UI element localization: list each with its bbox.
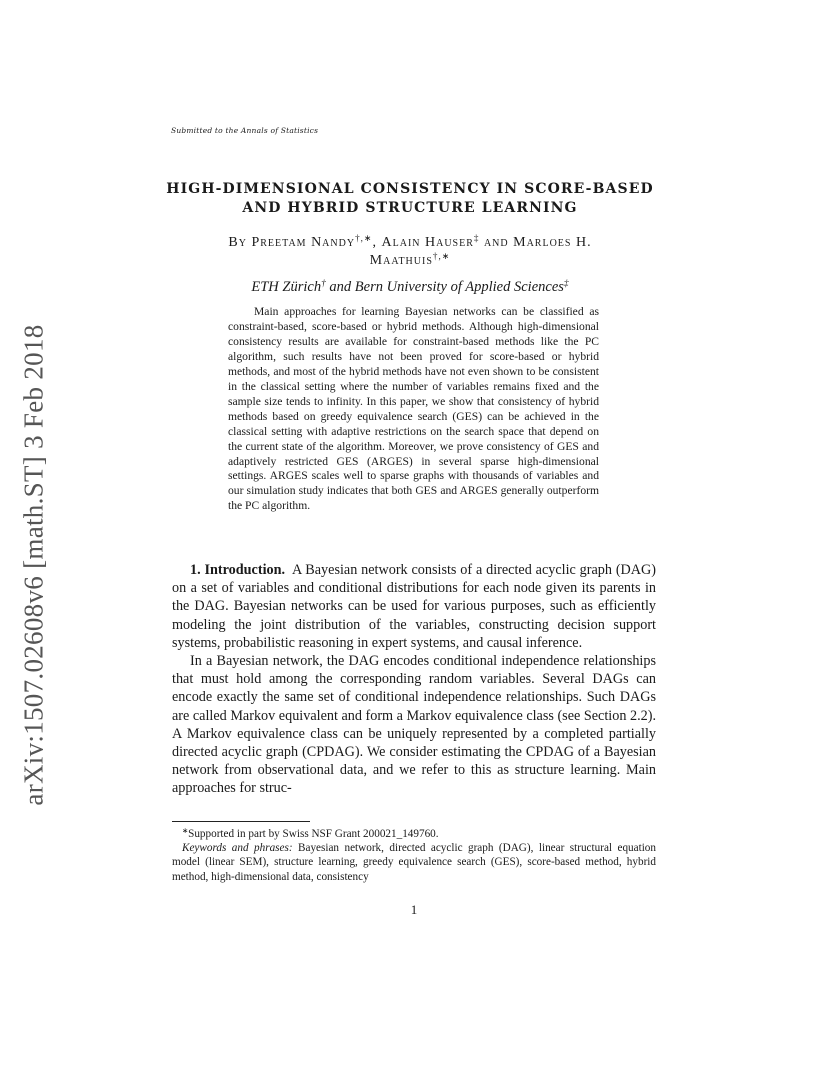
footnote-keywords bbox=[172, 841, 656, 884]
intro-paragraph-1 bbox=[172, 561, 656, 652]
affiliation-bern-mark: ‡ bbox=[563, 278, 569, 289]
author-hauser-marks: ‡ bbox=[473, 233, 480, 243]
arxiv-id-text: arXiv:1507.02608v6 [math.ST] 3 Feb 2018 bbox=[18, 324, 49, 806]
by-label: By bbox=[228, 235, 247, 250]
footnote-support-text: Supported in part by Swiss NSF Grant 200021_149760. bbox=[188, 828, 439, 840]
submitted-note: Submitted to the Annals of Statistics bbox=[171, 126, 319, 135]
intro-paragraph-2: In a Bayesian network, the DAG encodes conditional independence relationships that must hold among the corresponding random variables. Several DAGs can encode exactly the same set of conditional independence relationships. Such DAGs are called Markov equivalent and form a Markov equivalence class (see Section 2.2). A Markov equivalence class can be uniquely represented by a completed partially directed acyclic graph (CPDAG). We consider estimating the CPDAG of a Bayesian network from observational data, and we refer to this as structure learning. Main approaches for struc- bbox=[172, 653, 656, 797]
keywords-label: Keywords and phrases: bbox=[182, 842, 293, 855]
affiliation-eth: ETH Zürich bbox=[251, 279, 322, 295]
and-connector: and bbox=[483, 235, 509, 250]
author-hauser: Alain Hauser bbox=[381, 235, 474, 250]
author-list bbox=[160, 234, 660, 270]
page-number: 1 bbox=[410, 902, 418, 917]
footnote-support bbox=[172, 827, 656, 841]
footnotes bbox=[172, 827, 656, 884]
author-maathuis-marks: †,∗ bbox=[432, 251, 451, 261]
authors-line-1 bbox=[160, 234, 660, 252]
intro-paragraph-1-text: A Bayesian network consists of a directed acyclic graph (DAG) on a set of variables and conditional distributions for each node given its parents in the DAG. Bayesian networks can be used for various purposes, such as efficiently modeling the joint distribution of the variables, constructing decision support systems, probabilistic reasoning in expert systems, and causal inference. bbox=[172, 562, 657, 651]
author-separator: , bbox=[372, 235, 378, 250]
affiliation-eth-mark: † bbox=[321, 278, 326, 289]
author-maathuis-last: Maathuis bbox=[369, 253, 433, 268]
affiliation-bern: Bern University of Applied Sciences bbox=[354, 279, 564, 295]
abstract bbox=[228, 305, 599, 514]
author-nandy-marks: †,∗ bbox=[355, 233, 373, 243]
title-line-1: HIGH-DIMENSIONAL CONSISTENCY IN SCORE-BASED bbox=[166, 181, 654, 197]
affiliation-and: and bbox=[329, 279, 352, 295]
author-nandy: Preetam Nandy bbox=[251, 235, 356, 250]
footnote-support-mark: ∗ bbox=[182, 827, 189, 835]
keywords-text: Bayesian network, directed acyclic graph (DAG), linear structural equation model (linear SEM), structure learning, greedy equivalence search (GES), score-based method, hybrid method, high-dimensional data, consistency bbox=[172, 842, 656, 883]
footnote-rule bbox=[172, 821, 310, 822]
section-heading: 1. Introduction. bbox=[190, 562, 286, 578]
arxiv-side-identifier bbox=[14, 280, 54, 850]
title-line-2: AND HYBRID STRUCTURE LEARNING bbox=[242, 200, 578, 216]
authors-line-2 bbox=[160, 252, 660, 270]
section-introduction bbox=[172, 561, 656, 798]
paper-title bbox=[160, 180, 660, 218]
affiliations bbox=[160, 279, 660, 296]
abstract-text: Main approaches for learning Bayesian networks can be classified as constraint-based, score-based or hybrid methods. Although high-dimensional consistency results are available for constraint-based methods like the PC algorithm, such results have not been proved for score-based or hybrid methods, and most of the hybrid methods have not even shown to be consistent in the classical setting where the number of variables remains fixed and the sample size tends to infinity. In this paper, we show that consistency of hybrid methods based on greedy equivalence search (GES) can be achieved in the classical setting with adaptive restrictions on the search space that depend on the current state of the algorithm. Moreover, we prove consistency of GES and adaptively restricted GES (ARGES) in several sparse high-dimensional settings. ARGES scales well to sparse graphs with thousands of variables and our simulation study indicates that both GES and ARGES generally outperform the PC algorithm. bbox=[228, 305, 599, 513]
author-maathuis-first: Marloes H. bbox=[513, 235, 592, 250]
